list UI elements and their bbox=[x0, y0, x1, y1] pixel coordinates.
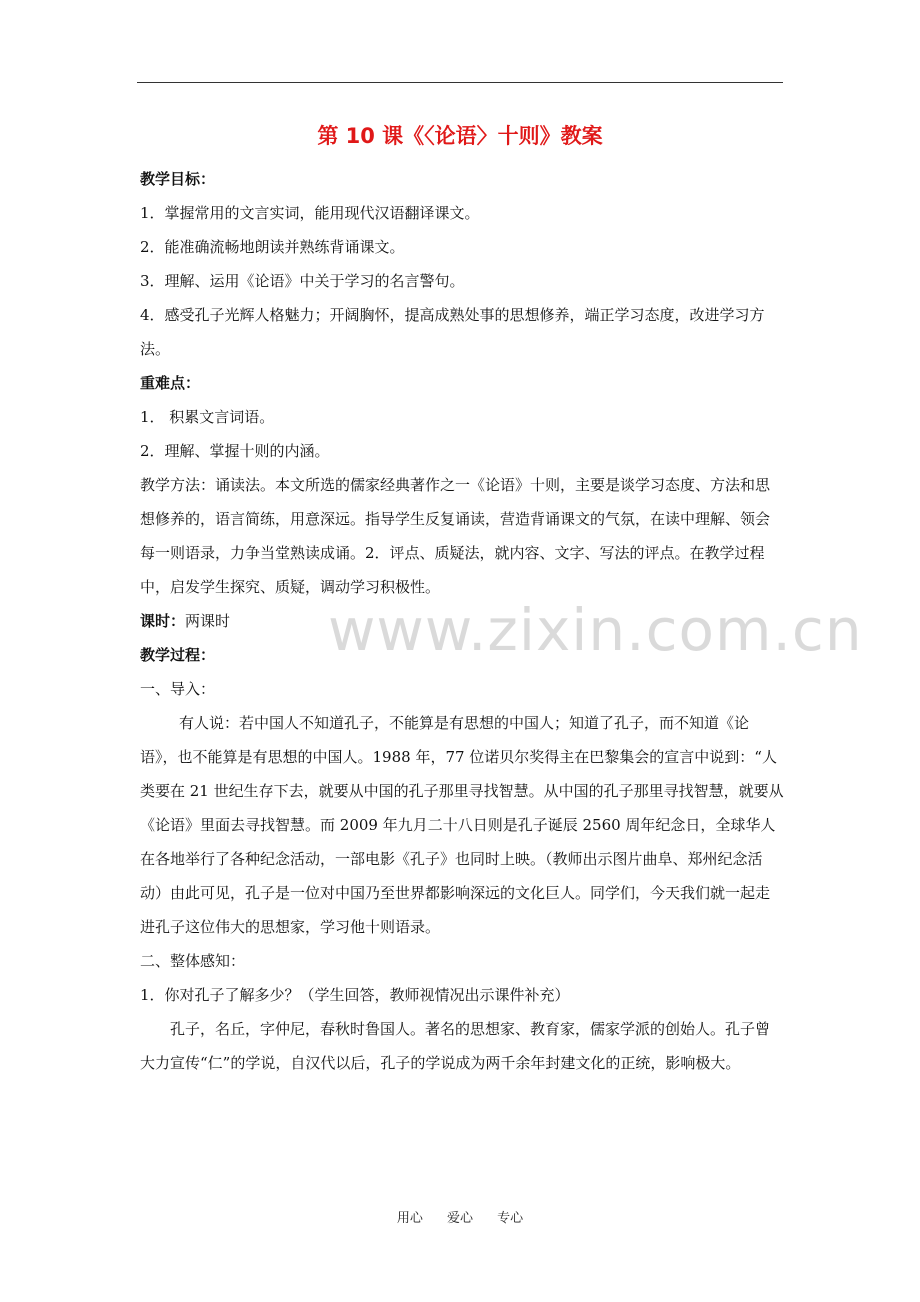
key-point-item: 2．理解、掌握十则的内涵。 bbox=[140, 442, 330, 460]
objective-item: 4．感受孔子光辉人格魅力；开阔胸怀，提高成熟处事的思想修养，端正学习态度，改进学习方法。 bbox=[140, 306, 765, 358]
confucius-paragraph: 孔子，名丘，字仲尼，春秋时鲁国人。著名的思想家、教育家，儒家学派的创始人。孔子曾大力宣传“仁”的学说，自汉代以后，孔子的学说成为两千余年封建文化的正统，影响极大。 bbox=[140, 1020, 771, 1072]
intro-paragraph: 有人说：若中国人不知道孔子，不能算是有思想的中国人；知道了孔子，而不知道《论语》，也不能算是有思想的中国人。1988 年，77 位诺贝尔奖得主在巴黎集会的宣言中说到：“人类要在 21 世纪生存下去，就要从中国的孔子那里寻找智慧。从中国的孔子那里寻找智慧，就要从《论语》里面去寻找智慧。而 2009 年九月二十八日则是孔子诞辰 2560 周年纪念日，全球华人在各地举行了各种纪念活动，一部电影《孔子》也同时上映。（教师出示图片曲阜、郑州纪念活动）由此可见，孔子是一位对中国乃至世界都影响深远的文化巨人。同学们，今天我们就一起走进孔子这位伟大的思想家，学习他十则语录。 bbox=[140, 714, 784, 936]
question-item: 1．你对孔子了解多少？（学生回答，教师视情况出示课件补充） bbox=[140, 986, 570, 1004]
intro-heading: 一、导入： bbox=[140, 680, 216, 698]
class-hours-value: 两课时 bbox=[185, 612, 231, 630]
header-rule bbox=[137, 82, 783, 83]
objective-item: 2．能准确流畅地朗读并熟练背诵课文。 bbox=[140, 238, 405, 256]
objective-item: 1．掌握常用的文言实词，能用现代汉语翻译课文。 bbox=[140, 204, 480, 222]
key-point-item: 1． 积累文言词语。 bbox=[140, 408, 275, 426]
process-heading: 教学过程： bbox=[140, 646, 216, 664]
objectives-heading: 教学目标： bbox=[140, 170, 216, 188]
page-title: 第 10 课《〈论语〉十则》教案 bbox=[317, 124, 603, 148]
objective-item: 3．理解、运用《论语》中关于学习的名言警句。 bbox=[140, 272, 465, 290]
page-footer: 用心 爱心 专心 bbox=[396, 1211, 524, 1226]
teaching-methods: 教学方法：诵读法。本文所选的儒家经典著作之一《论语》十则，主要是谈学习态度、方法和思想修养的，语言简练，用意深远。指导学生反复诵读，营造背诵课文的气氛，在读中理解、领会每一则语录，力争当堂熟读成诵。2．评点、质疑法，就内容、文字、写法的评点。在教学过程中，启发学生探究、质疑，调动学习积极性。 bbox=[140, 476, 771, 596]
overall-heading: 二、整体感知： bbox=[140, 952, 246, 970]
watermark: www.zixin.com.cn bbox=[328, 596, 863, 664]
class-hours-label: 课时： bbox=[140, 612, 186, 630]
key-points-heading: 重难点： bbox=[140, 374, 201, 392]
